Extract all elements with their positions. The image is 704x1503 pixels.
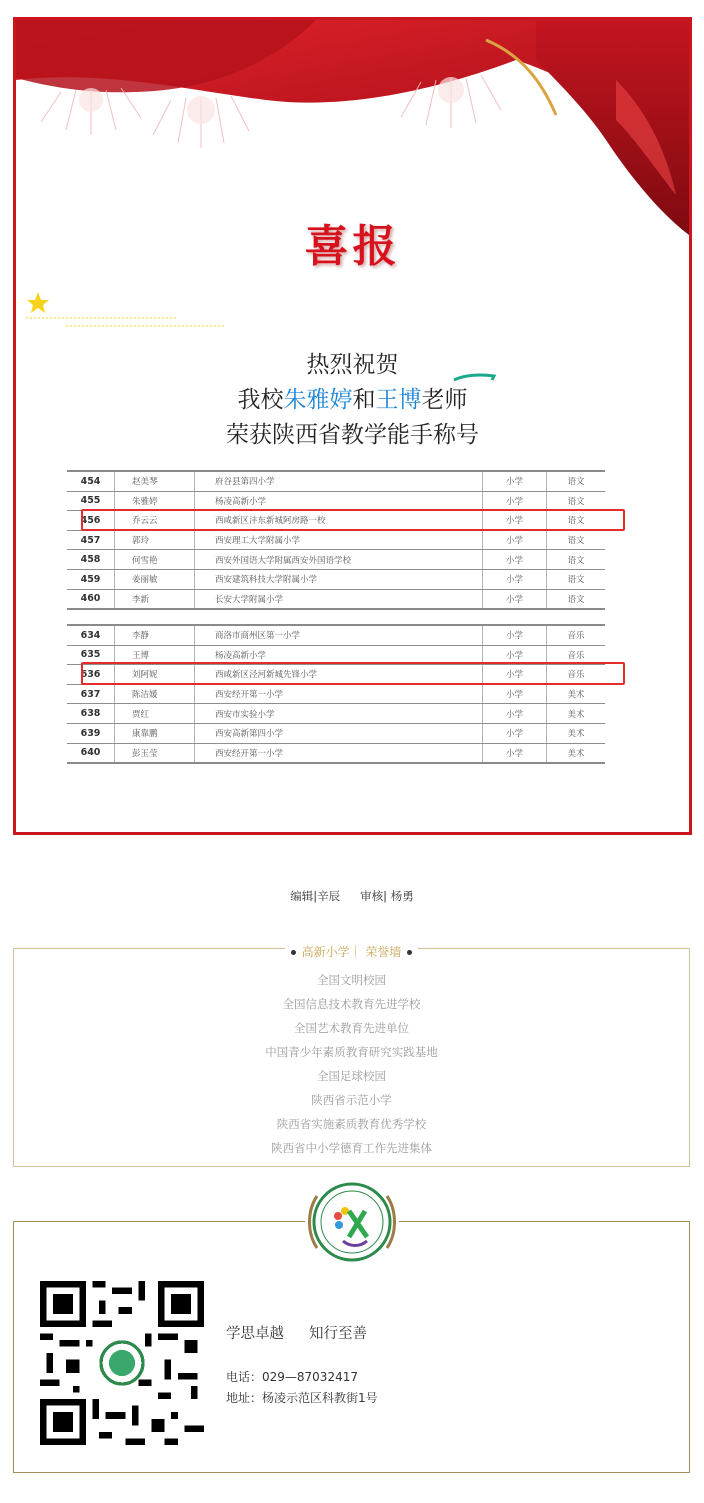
- highlight-box-zhu-yating: [81, 509, 625, 531]
- school-name: 西安建筑科技大学附属小学: [195, 569, 483, 589]
- teacher-name: 李静: [115, 625, 195, 645]
- row-number: 454: [67, 471, 115, 491]
- star-icon: [26, 288, 226, 333]
- row-number: 457: [67, 530, 115, 550]
- row-number: 456: [67, 511, 115, 531]
- honor-item: 全国艺术教育先进单位: [294, 1021, 409, 1035]
- teacher-name: 王博: [115, 645, 195, 665]
- school-name: 西安高新第四小学: [195, 723, 483, 743]
- subject: 语文: [547, 471, 606, 491]
- school-level: 小学: [483, 471, 547, 491]
- reviewer-credit: 审核| 杨勇: [360, 889, 414, 903]
- subject: 语文: [547, 569, 606, 589]
- table-row: [67, 550, 605, 570]
- honor-item: 全国足球校园: [317, 1069, 386, 1083]
- teacher-name: 乔云云: [115, 511, 195, 531]
- school-name: 长安大学附属小学: [195, 589, 483, 609]
- teacher-name: 陈洁媛: [115, 684, 195, 704]
- honor-item: 全国信息技术教育先进学校: [282, 997, 421, 1011]
- table-row: [67, 743, 605, 763]
- congrats-line-3: 荣获陕西省教学能手称号: [226, 422, 479, 448]
- poster-title: 喜报: [304, 221, 401, 272]
- honor-item: 中国青少年素质教育研究实践基地: [265, 1045, 438, 1059]
- school-level: 小学: [483, 625, 547, 645]
- subject: 语文: [547, 550, 606, 570]
- honor-item: 陕西省示范小学: [311, 1093, 392, 1107]
- school-motto: [226, 1322, 367, 1343]
- teacher-name: 姜丽敏: [115, 569, 195, 589]
- teacher-name: 贾红: [115, 704, 195, 724]
- teacher-name: 李新: [115, 589, 195, 609]
- congratulation-text: [16, 348, 689, 453]
- brush-stroke-decoration: [452, 372, 496, 382]
- teacher-name-1: 朱雅婷: [283, 387, 353, 413]
- contact-info: [226, 1367, 378, 1409]
- school-level: 小学: [483, 704, 547, 724]
- table-row: [67, 471, 605, 491]
- honor-wall-title: 高新小学｜ 荣誉墙: [14, 941, 689, 960]
- school-name: 西安经开第一小学: [195, 743, 483, 763]
- subject: 语文: [547, 589, 606, 609]
- motto-part-1: 学思卓越: [226, 1326, 284, 1342]
- school-name: 商洛市商州区第一小学: [195, 625, 483, 645]
- honor-list: [14, 968, 689, 1160]
- school-name: 杨凌高新小学: [195, 491, 483, 511]
- row-number: 636: [67, 665, 115, 685]
- school-level: 小学: [483, 723, 547, 743]
- teacher-name: 彭玉莹: [115, 743, 195, 763]
- honor-item: 陕西省实施素质教育优秀学校: [276, 1117, 427, 1131]
- honor-item: 陕西省中小学德育工作先进集体: [271, 1141, 432, 1155]
- honor-wall: [13, 945, 690, 1167]
- school-level: 小学: [483, 550, 547, 570]
- table-row: [67, 625, 605, 645]
- school-level: 小学: [483, 491, 547, 511]
- phone-number[interactable]: 电话：029—87032417: [226, 1370, 358, 1384]
- subject: 美术: [547, 743, 606, 763]
- row-number: 640: [67, 743, 115, 763]
- table-row: [67, 589, 605, 609]
- table-row: [67, 530, 605, 550]
- teacher-name: 何雪艳: [115, 550, 195, 570]
- school-level: 小学: [483, 743, 547, 763]
- school-emblem-logo: [305, 1181, 399, 1263]
- row-number: 635: [67, 645, 115, 665]
- table-row-highlighted: [67, 491, 605, 511]
- subject: 音乐: [547, 645, 606, 665]
- table-row: [67, 684, 605, 704]
- teacher-name: 赵美琴: [115, 471, 195, 491]
- subject: 音乐: [547, 625, 606, 645]
- subject: 语文: [547, 491, 606, 511]
- teacher-name: 朱雅婷: [115, 491, 195, 511]
- row-number: 639: [67, 723, 115, 743]
- table-row: [67, 723, 605, 743]
- highlight-box-wang-bo: [81, 662, 625, 685]
- school-name: 西咸新区泾河新城先锋小学: [195, 665, 483, 685]
- school-level: 小学: [483, 530, 547, 550]
- address: 地址：杨凌示范区科教街1号: [226, 1391, 378, 1405]
- school-level: 小学: [483, 645, 547, 665]
- school-name: 西咸新区沣东新城阿房路一校: [195, 511, 483, 531]
- bullet-dot-icon: [407, 950, 412, 955]
- row-number: 634: [67, 625, 115, 645]
- school-name: 西安理工大学附属小学: [195, 530, 483, 550]
- school-level: 小学: [483, 511, 547, 531]
- teacher-name: 刘阿妮: [115, 665, 195, 685]
- school-name: 杨凌高新小学: [195, 645, 483, 665]
- subject: 音乐: [547, 665, 606, 685]
- row-number: 458: [67, 550, 115, 570]
- subject: 语文: [547, 530, 606, 550]
- table-row: [67, 704, 605, 724]
- bullet-dot-icon: [291, 950, 296, 955]
- row-number: 459: [67, 569, 115, 589]
- school-name: 府谷县第四小学: [195, 471, 483, 491]
- school-level: 小学: [483, 569, 547, 589]
- qr-code[interactable]: [40, 1281, 204, 1445]
- table-row: [67, 569, 605, 589]
- school-level: 小学: [483, 589, 547, 609]
- congrats-line-1: 热烈祝贺: [306, 352, 399, 378]
- teacher-name: 郭玲: [115, 530, 195, 550]
- row-number: 455: [67, 491, 115, 511]
- red-curtain-decoration: [16, 20, 689, 235]
- row-number: 460: [67, 589, 115, 609]
- subject: 语文: [547, 511, 606, 531]
- award-list-table-arts: [67, 624, 605, 764]
- subject: 美术: [547, 704, 606, 724]
- editor-credit: 编辑|辛辰: [290, 889, 341, 903]
- subject: 美术: [547, 723, 606, 743]
- row-number: 637: [67, 684, 115, 704]
- teacher-name: 康靠鹏: [115, 723, 195, 743]
- school-level: 小学: [483, 665, 547, 685]
- congrats-line-2: 我校朱雅婷和王博老师: [237, 387, 468, 413]
- school-name: 西安外国语大学附属西安外国语学校: [195, 550, 483, 570]
- award-list-table-chinese: [67, 470, 605, 610]
- motto-part-2: 知行至善: [309, 1326, 367, 1342]
- school-name: 西安经开第一小学: [195, 684, 483, 704]
- school-level: 小学: [483, 684, 547, 704]
- teacher-name-2: 王博: [375, 387, 422, 413]
- credits: [0, 888, 704, 904]
- honor-item: 全国文明校园: [317, 973, 386, 987]
- school-name: 西安市实验小学: [195, 704, 483, 724]
- subject: 美术: [547, 684, 606, 704]
- row-number: 638: [67, 704, 115, 724]
